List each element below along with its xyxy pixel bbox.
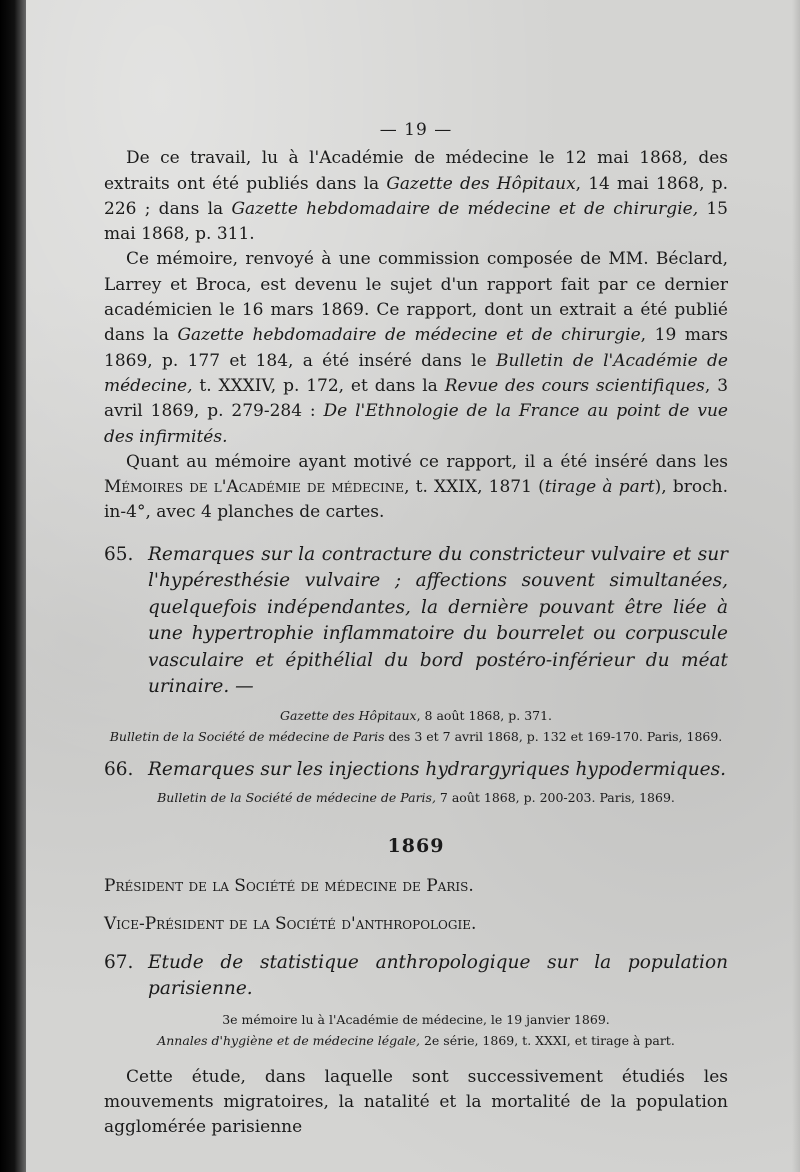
italic-run: Gazette des Hôpitaux — [279, 707, 417, 723]
page-content — [104, 118, 728, 1140]
text-run: , 19 mars 1869, p. 177 et 184, a été inséré dans le — [104, 325, 728, 371]
entry-67-title-row — [104, 950, 728, 1003]
entry-reference — [104, 787, 728, 808]
paragraph-closing: Cette étude, dans laquelle sont successivement étudiés les mouvements migratoires, la natalité et la mortalité de la population agglomérée parisienne — [104, 1066, 728, 1138]
italic-run: Revue des cours scientifiques — [444, 375, 705, 396]
text-run: Ce mémoire, renvoyé à une commission composée de MM. Béclard, Larrey et Broca, est devenu le sujet d'un rapport fait par ce dernier académicien le 16 mars 1869. Ce rapport, dont un extrait a été publié dans la — [104, 249, 728, 346]
entry-67 — [104, 950, 728, 1051]
italic-run: Bulletin de la Société de médecine de Paris, — [157, 790, 436, 806]
text-run: , t. XXIX, 1871 ( — [404, 477, 545, 498]
text-run: De ce travail, lu à l'Académie de médecine le 12 mai 1868, des extraits ont été publiés dans la — [104, 148, 728, 194]
entry-66 — [104, 757, 728, 809]
paragraph-memoires — [104, 450, 728, 526]
year-heading: 1869 — [387, 835, 445, 858]
text-run: 3e mémoire lu à l'Académie de médecine, le 19 janvier 1869. — [222, 1011, 610, 1027]
spacer — [104, 1051, 728, 1065]
text-run: , 8 août 1868, p. 371. — [416, 707, 553, 723]
page-number: — 19 — — [379, 120, 453, 140]
text-run: t. XXXIV, p. 172, et dans la — [192, 375, 445, 396]
text-run: 15 mai 1868, p. 311. — [104, 198, 728, 245]
office-vice-president: Vice-Président de la Société d'anthropologie. — [104, 913, 477, 934]
text-run: 2e série, 1869, t. XXXI, et tirage à part. — [419, 1032, 675, 1048]
entry-title: Remarques sur la contracture du constricteur vulvaire et sur l'hypéresthésie vulvaire ; affections souvent simultanées, quelquefois indépendantes, la dernière pouvant être liée à une hypertrophie inflammatoire du bourrelet ou corpuscule vasculaire et épithélial du bord postéro-inférieur du méat urinaire. — — [148, 543, 728, 698]
paragraph-extracts — [104, 146, 728, 247]
italic-run: Annales d'hygiène et de médecine légale, — [157, 1032, 420, 1048]
entry-title: Etude de statistique anthropologique sur la population parisienne. — [148, 951, 728, 1000]
entry-reference — [104, 1009, 728, 1030]
entry-number: 66. — [104, 758, 134, 780]
text-run: ), broch. in-4°, avec 4 planches de cartes. — [104, 477, 729, 523]
text-run: 7 août 1868, p. 200-203. Paris, 1869. — [435, 790, 675, 806]
entry-reference — [104, 705, 728, 726]
entry-number: 65. — [104, 543, 134, 565]
italic-run: Gazette hebdomadaire de médecine et de chirurgie, — [231, 198, 699, 219]
entry-66-title-row — [104, 757, 728, 784]
text-run: , 3 avril 1869, p. 279-284 : — [104, 375, 729, 422]
office-president: Président de la Société de médecine de Paris. — [104, 875, 474, 896]
text-run: des 3 et 7 avril 1868, p. 132 et 169-170. Paris, 1869. — [384, 728, 723, 744]
entry-65-title-row — [104, 542, 728, 701]
text-run: , 14 mai 1868, p. 226 ; dans la — [104, 173, 729, 219]
entry-title: Remarques sur les injections hydrargyriques hypodermiques. — [148, 758, 726, 780]
binding-shadow — [0, 0, 26, 1172]
page-edge — [792, 0, 800, 1172]
entry-65 — [104, 542, 728, 747]
italic-run: Bulletin de la Société de médecine de Paris — [109, 728, 385, 744]
italic-run: Bulletin de l'Académie de médecine, — [104, 350, 728, 396]
text-run: Mémoires de l'Académie de médecine — [104, 477, 405, 498]
italic-run: tirage à part — [544, 477, 655, 498]
entry-reference — [104, 726, 728, 747]
entry-number: 67. — [104, 951, 134, 973]
entry-reference — [104, 1030, 728, 1051]
italic-run: Gazette hebdomadaire de médecine et de chirurgie — [177, 325, 641, 346]
text-run: Quant au mémoire ayant motivé ce rapport, il a été inséré dans les — [126, 451, 728, 472]
paragraph-report — [104, 247, 728, 449]
italic-run: De l'Ethnologie de la France au point de vue des infirmités. — [104, 401, 728, 447]
italic-run: Gazette des Hôpitaux — [386, 173, 576, 194]
